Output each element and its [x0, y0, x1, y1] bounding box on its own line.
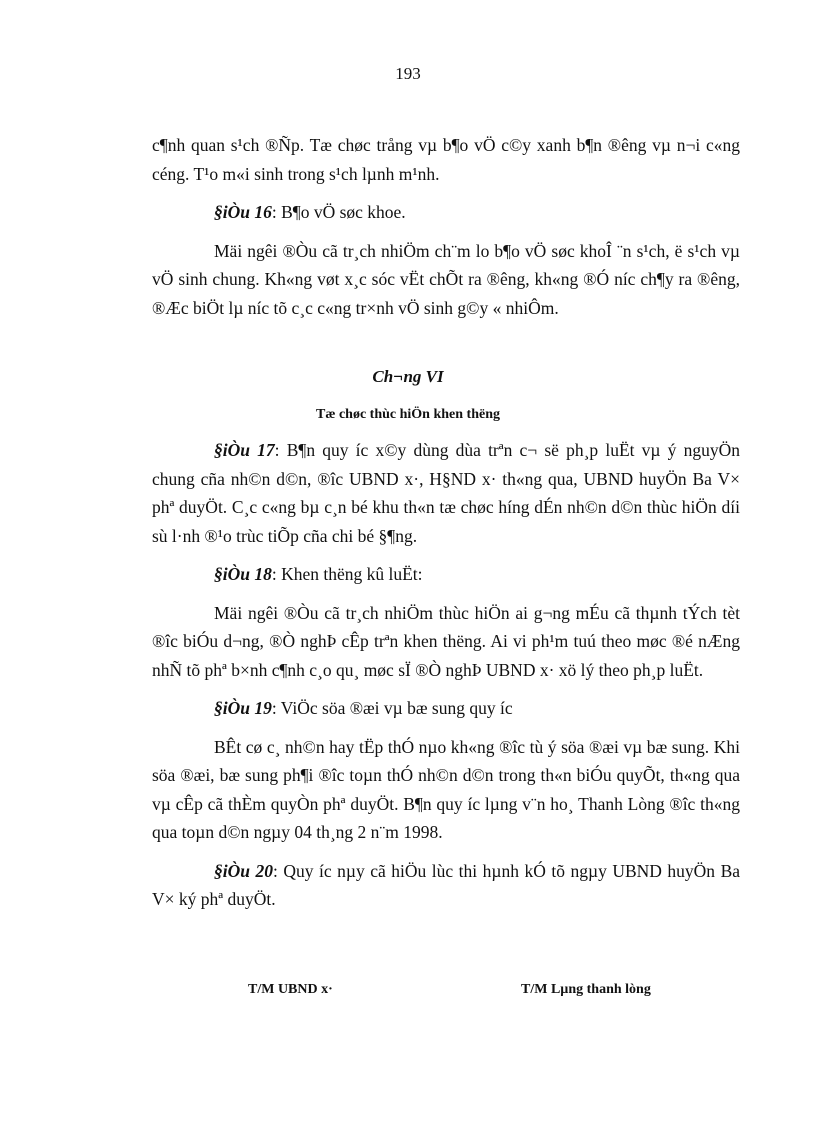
- article-17: [152, 436, 740, 550]
- article-19: [152, 694, 740, 723]
- paragraph-text: c¶nh quan s¹ch ®Ñp. Tæ chøc trång vµ b¶o vÖ c©y xanh b¶n ®êng vµ n¬i c«ng céng. T¹o m«i sinh trong s¹ch lµnh m¹nh.: [152, 135, 740, 184]
- paragraph-amendment: [152, 733, 740, 847]
- article-heading: : B¶o vÖ søc khoe.: [271, 202, 406, 222]
- paragraph-text: Mäi ngêi ®Òu cã tr¸ch nhiÖm ch¨m lo b¶o vÖ søc khoÎ ¨n s¹ch, ë s¹ch vµ vÖ sinh chung. Kh«ng vøt x¸c sóc vËt chÕt ra ®êng, kh«ng ®Ó níc ch¶y ra ®êng, ®Æc biÖt lµ níc tõ c¸c c«ng tr×nh vÖ sinh g©y « nhiÔm.: [152, 240, 740, 318]
- signature-right: T/M Lµng thanh lòng: [521, 982, 651, 997]
- article-text: : B¶n quy íc x©y dùng dùa trªn c¬ së ph¸p luËt vµ ý nguyÖn chung cña nh©n d©n, ®îc UBND x·, H§ND x· th«ng qua, UBND huyÖn Ba V× phª duyÖt. C¸c c«ng bµ c¸n bé khu th«n tæ chøc híng dÉn nh©n d©n thùc hiÖn díi sù l·nh ®¹o trùc tiÕp cña chi bé §¶ng.: [152, 440, 741, 546]
- article-20: [152, 857, 740, 914]
- article-label: §iÒu 20: [214, 860, 273, 881]
- paragraph-text: Mäi ngêi ®Òu cã tr¸ch nhiÖm thùc hiÖn ai g¬ng mÉu cã thµnh tÝch tèt ®îc biÓu d¬ng, ®Ò nghÞ cÊp trªn khen thëng. Ai vi ph¹m tuú theo møc ®é nÆng nhÑ tõ phª b×nh c¶nh c¸o qu¸ møc sÏ ®Ò nghÞ UBND x· xö lý theo ph¸p luËt.: [152, 602, 740, 680]
- article-heading: : ViÖc söa ®æi vµ bæ sung quy íc: [271, 698, 513, 718]
- paragraph-reward: [152, 599, 740, 685]
- page-number: 193: [395, 64, 421, 83]
- article-label: §iÒu 17: [214, 440, 275, 460]
- article-text: : Quy íc nµy cã hiÖu lùc thi hµnh kÓ tõ ngµy UBND huyÖn Ba V× ký phª duyÖt.: [152, 860, 741, 909]
- signature-left: T/M UBND x·: [248, 982, 333, 997]
- upper-body-text: [152, 131, 740, 332]
- chapter-subtitle: Tæ chøc thùc hiÖn khen thëng: [316, 407, 500, 422]
- paragraph-health: [152, 237, 740, 323]
- paragraph-intro: [152, 131, 740, 188]
- chapter-title: Ch¬ng VI: [372, 367, 444, 386]
- paragraph-text: BÊt cø c¸ nh©n hay tËp thÓ nµo kh«ng ®îc tù ý söa ®æi vµ bæ sung. Khi söa ®æi, bæ sung ph¶i ®îc toµn thÓ nh©n d©n trong th«n biÓu quyÕt, th«ng qua vµ cÊp cã thÈm quyÒn phª duyÖt. B¶n quy íc lµng v¨n ho¸ Thanh Lòng ®îc th«ng qua toµn d©n ngµy 04 th¸ng 2 n¨m 1998.: [152, 736, 740, 842]
- article-18: [152, 560, 740, 589]
- article-label: §iÒu 16: [214, 202, 272, 222]
- lower-body-text: [152, 436, 740, 924]
- article-16: [152, 198, 740, 227]
- article-heading: : Khen thëng kû luËt:: [271, 564, 423, 584]
- article-label: §iÒu 19: [214, 698, 272, 718]
- article-label: §iÒu 18: [214, 564, 272, 584]
